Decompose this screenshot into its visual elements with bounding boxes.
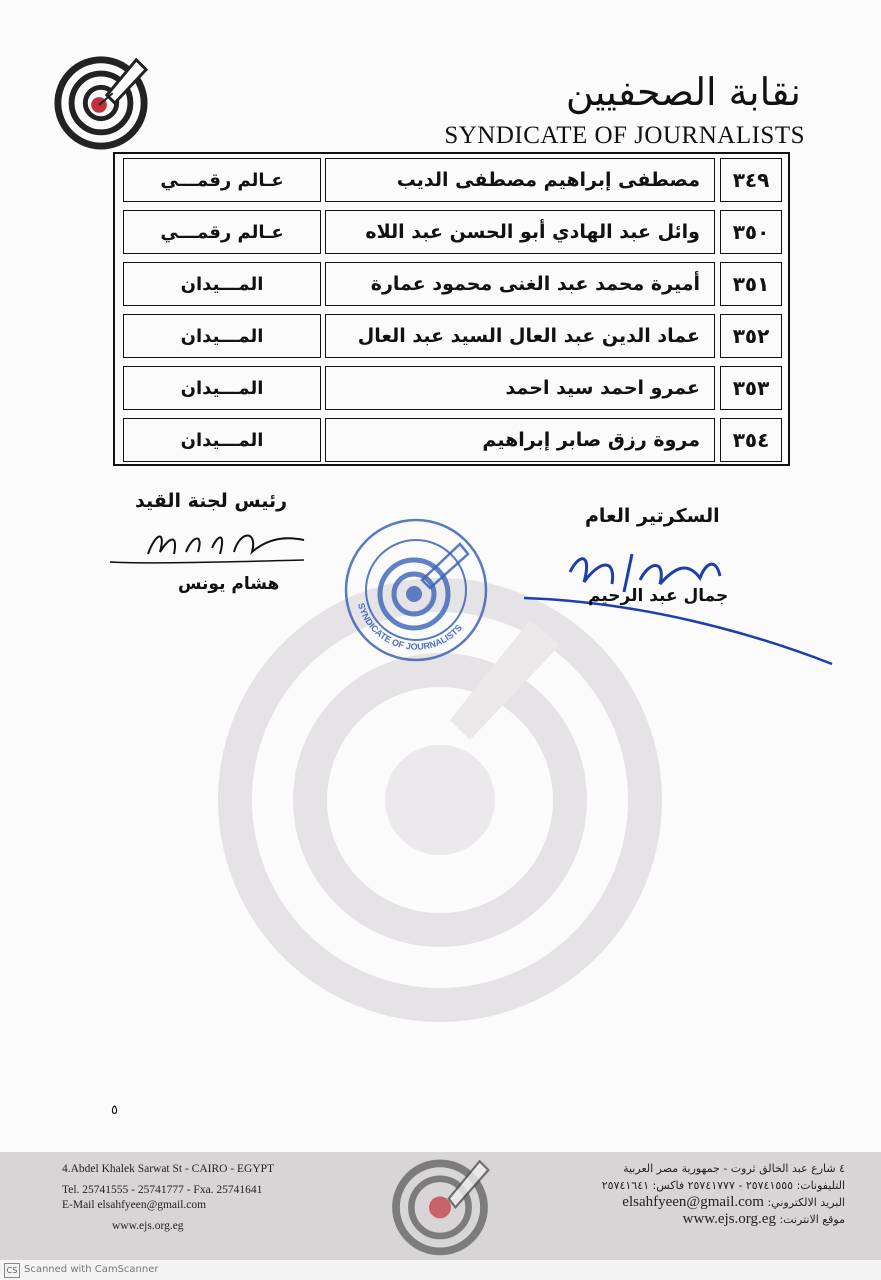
secretary-general-name: جمال عبد الرحيم xyxy=(588,586,729,606)
row-number: ٣٥٣ xyxy=(720,366,782,410)
table-row xyxy=(115,310,788,358)
row-number: ٣٥١ xyxy=(720,262,782,306)
member-name: عمرو احمد سيد احمد xyxy=(325,366,715,410)
row-number: ٣٤٩ xyxy=(720,158,782,202)
footer-email-ar: elsahfyeen@gmail.com xyxy=(622,1194,764,1210)
member-department: المـــيدان xyxy=(123,314,321,358)
committee-head-name: هشام يونس xyxy=(178,574,280,594)
member-department: عـالم رقمـــي xyxy=(123,158,321,202)
member-name: مروة رزق صابر إبراهيم xyxy=(325,418,715,462)
member-department: المـــيدان xyxy=(123,418,321,462)
footer-logo-icon xyxy=(385,1148,495,1258)
registration-committee-title: رئيس لجنة القيد xyxy=(135,490,288,512)
member-name: مصطفى إبراهيم مصطفى الديب xyxy=(325,158,715,202)
camscanner-text: Scanned with CamScanner xyxy=(24,1264,159,1275)
member-name: عماد الدين عبد العال السيد عبد العال xyxy=(325,314,715,358)
member-department: المـــيدان xyxy=(123,366,321,410)
camscanner-badge: CS xyxy=(4,1263,20,1278)
footer-address-ar: ٤ شارع عبد الخالق ثروت - جمهورية مصر العربية xyxy=(623,1162,845,1175)
table-row xyxy=(115,258,788,306)
row-number: ٣٥٢ xyxy=(720,314,782,358)
footer-arabic-contact xyxy=(602,1160,845,1228)
footer-address-en: 4.Abdel Khalek Sarwat St - CAIRO - EGYPT xyxy=(62,1163,275,1175)
stamp-text: SYNDICATE OF JOURNALISTS xyxy=(356,601,465,652)
footer-website-ar: www.ejs.org.eg xyxy=(682,1211,776,1227)
handwritten-signature-left xyxy=(108,518,308,578)
members-table xyxy=(113,152,790,466)
footer-website-en: www.ejs.org.eg xyxy=(112,1220,184,1232)
row-number: ٣٥٠ xyxy=(720,210,782,254)
org-name-english: SYNDICATE OF JOURNALISTS xyxy=(444,122,805,149)
footer-phones-en: Tel. 25741555 - 25741777 - Fxa. 25741641 xyxy=(62,1184,263,1196)
footer-website-label-ar: موقع الانترنت: xyxy=(779,1213,845,1226)
official-stamp-icon xyxy=(342,516,490,664)
table-row xyxy=(115,414,788,462)
member-department: المـــيدان xyxy=(123,262,321,306)
table-row xyxy=(115,362,788,410)
row-number: ٣٥٤ xyxy=(720,418,782,462)
member-department: عـالم رقمـــي xyxy=(123,210,321,254)
secretary-general-title: السكرتير العام xyxy=(585,505,720,527)
footer-phones-ar: التليفونات: ٢٥٧٤١٥٥٥ - ٢٥٧٤١٧٧٧ فاكس: ٢٥٧٤١٦٤١ xyxy=(601,1179,845,1192)
footer-email-en: E-Mail elsahfyeen@gmail.com xyxy=(62,1199,207,1211)
member-name: وائل عبد الهادي أبو الحسن عبد اللاه xyxy=(325,210,715,254)
table-row xyxy=(115,206,788,254)
syndicate-logo-icon xyxy=(52,52,150,150)
page-number: ٥ xyxy=(111,1103,118,1118)
footer-english-contact xyxy=(62,1162,274,1234)
member-name: أميرة محمد عبد الغنى محمود عمارة xyxy=(325,262,715,306)
table-row xyxy=(115,154,788,202)
footer-email-label-ar: البريد الالكتروني: xyxy=(767,1196,845,1209)
org-name-arabic: نقابة الصحفيين xyxy=(565,70,801,114)
